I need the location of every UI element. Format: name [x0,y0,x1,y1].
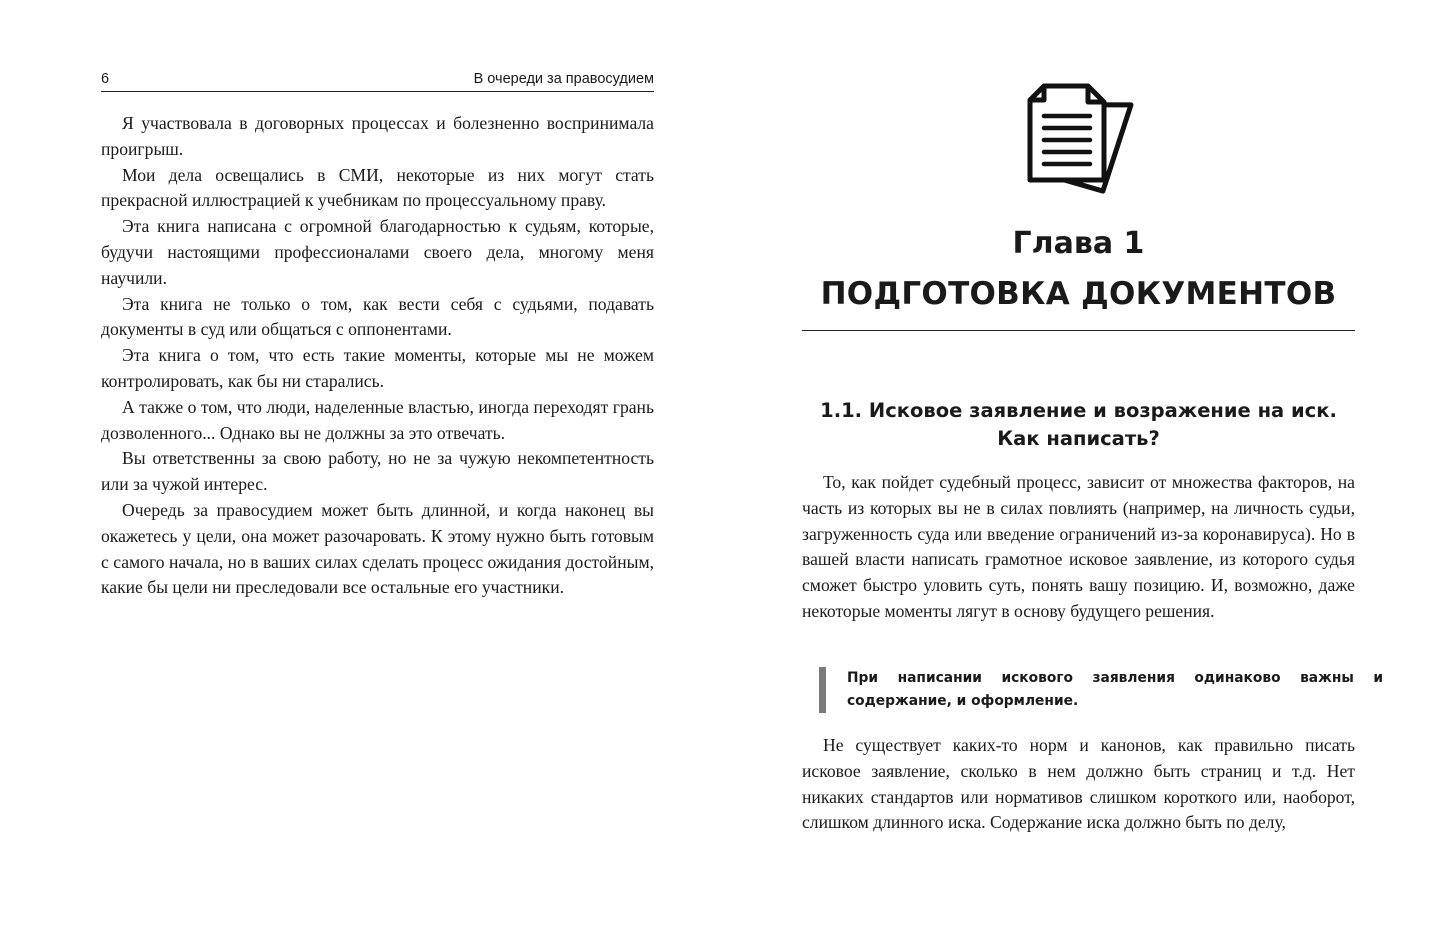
paragraph: Очередь за правосудием может быть длинной, и когда наконец вы окажетесь у цели, она может разочаровать. К этому нужно быть готовым с самого начала, но в ваших силах сделать процесс ожидания достойным, какие бы цели ни преследовали все остальные его участники. [101,499,654,598]
section-title [802,397,1355,453]
right-page [722,0,1445,935]
chapter-title: ПОДГОТОВКА ДОКУМЕНТОВ [820,276,1337,312]
paragraph: Эта книга о том, что есть такие моменты, которые мы не можем контролировать, как бы ни старались. [101,345,654,391]
left-page [0,0,722,935]
paragraph: Вы ответственны за свою работу, но не за чужую некомпетентность или за чужой интерес. [101,448,654,495]
paragraph: А также о том, что люди, наделенные властью, иногда переходят грань дозволенного... Однако вы не должны за это отвечать. [101,396,654,443]
chapter-divider [802,330,1355,331]
page-number: 6 [101,71,110,87]
paragraph: Я участвовала в договорных процессах и болезненно воспринимала проигрыш. [101,113,654,159]
right-page-body-2 [802,733,1355,836]
chapter-label: Глава 1 [1012,226,1145,261]
right-page-body-1 [802,470,1355,625]
paragraph: Не существует каких-то норм и канонов, как правильно писать исковое заявление, сколько в нем должно быть страниц и т.д. Нет никаких стандартов или нормативов слишком короткого или, наоборот, слишком длинного иска. Содержание иска должно быть по делу, [802,735,1355,833]
paragraph: То, как пойдет судебный процесс, зависит от множества факторов, на часть из которых вы не в силах повлиять (например, на личность судьи, загруженность суда или введение ограничений из-за коронавируса). Но в вашей власти написать грамотное исковое заявление, из которого судья сможет быстро уловить суть, понять вашу позицию. И, возможно, даже некоторые моменты лягут в основу будущего решения. [802,472,1355,621]
left-page-body [101,111,654,601]
paragraph: Эта книга написана с огромной благодарностью к судьям, которые, будучи настоящими профессионалами своего дела, многому меня научили. [101,216,654,288]
paragraph: Эта книга не только о том, как вести себя с судьями, подавать документы в суд или общаться с оппонентами. [101,293,654,340]
paragraph: Мои дела освещались в СМИ, некоторые из них могут стать прекрасной иллюстрацией к учебникам по процессуальному праву. [101,164,654,211]
section-title-line: 1.1. Исковое заявление и возражение на иск. [820,399,1337,422]
callout-note: При написании искового заявления одинаково важны и содержание, и оформление. [819,667,1383,713]
running-title: В очереди за правосудием [473,71,654,87]
section-title-line: Как написать? [997,427,1160,450]
running-header [101,69,654,92]
documents-icon [1024,82,1134,194]
